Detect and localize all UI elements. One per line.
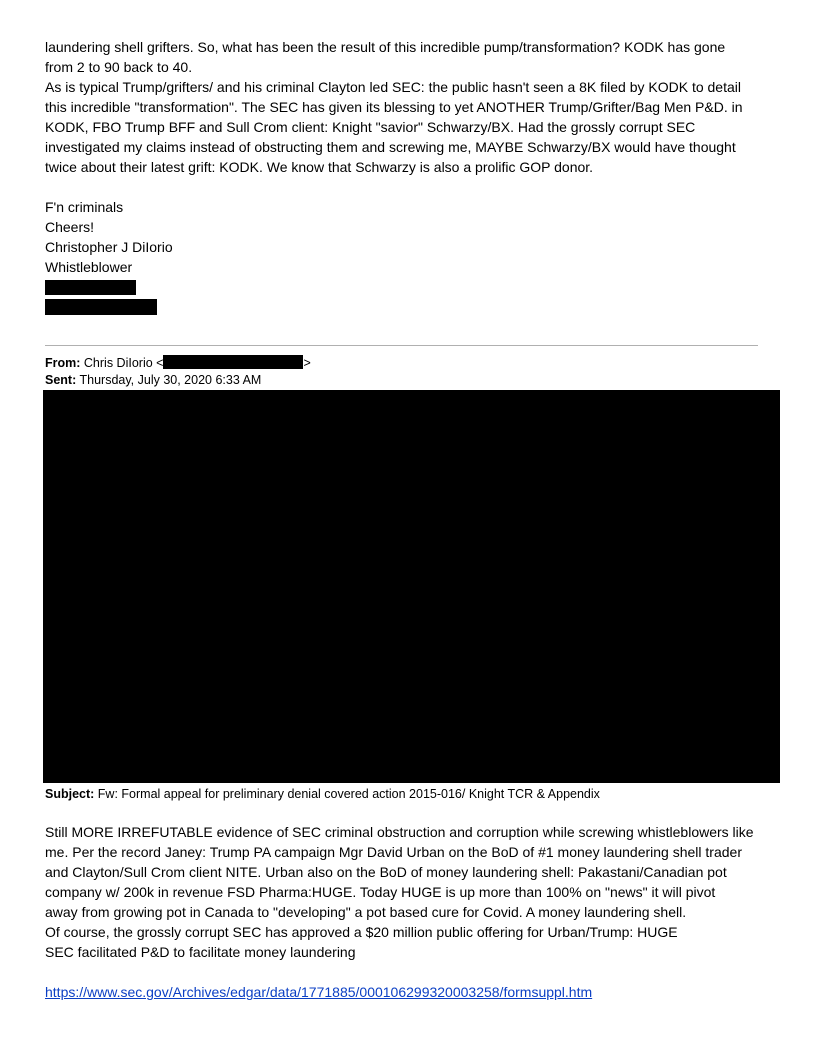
paragraph-line: and Clayton/Sull Crom client NITE. Urban also on the BoD of money laundering shell: Pakastani/Canadian pot: [45, 864, 727, 880]
subject-label: Subject:: [45, 787, 95, 801]
paragraph-line: this incredible "transformation". The SEC has given its blessing to yet ANOTHER Trump/Grifter/Bag Men P&D. in: [45, 99, 743, 115]
subject-line: [45, 786, 600, 803]
signature-line: F'n criminals: [45, 199, 124, 215]
paragraph-line: me. Per the record Janey: Trump PA campaign Mgr David Urban on the BoD of #1 money laundering shell trader: [45, 844, 742, 860]
redaction-box: [45, 280, 136, 295]
paragraph-line: Still MORE IRREFUTABLE evidence of SEC criminal obstruction and corruption while screwing whistleblowers like: [45, 824, 754, 840]
from-close: >: [303, 356, 311, 370]
paragraph-line: KODK, FBO Trump BFF and Sull Crom client: Knight "savior" Schwarzy/BX. Had the grossly corrupt SEC: [45, 119, 696, 135]
paragraph-line: laundering shell grifters. So, what has been the result of this incredible pump/transformation? KODK has gone: [45, 39, 726, 55]
paragraph-line: investigated my claims instead of obstructing them and screwing me, MAYBE Schwarzy/BX would have thought: [45, 139, 736, 155]
signature-title: Whistleblower: [45, 259, 133, 275]
paragraph-line: away from growing pot in Canada to "developing" a pot based cure for Covid. A money laundering shell.: [45, 904, 687, 920]
from-label: From:: [45, 356, 81, 370]
from-line: [45, 355, 311, 372]
sec-filing-link[interactable]: https://www.sec.gov/Archives/edgar/data/1771885/000106299320003258/formsuppl.htm: [45, 984, 593, 1000]
redaction-box: [45, 299, 157, 315]
sent-line: [45, 372, 261, 389]
redaction-block: [43, 390, 780, 783]
paragraph-line: company w/ 200k in revenue FSD Pharma:HUGE. Today HUGE is up more than 100% on "news" it will pivot: [45, 884, 716, 900]
divider: [45, 345, 758, 346]
subject-value: Fw: Formal appeal for preliminary denial covered action 2015-016/ Knight TCR & Appendix: [97, 787, 600, 801]
paragraph-line: from 2 to 90 back to 40.: [45, 59, 193, 75]
paragraph-line: Of course, the grossly corrupt SEC has approved a $20 million public offering for Urban/Trump: HUGE: [45, 924, 678, 940]
email-redaction: [163, 355, 303, 369]
sent-label: Sent:: [45, 373, 77, 387]
from-name: Chris DiIorio <: [83, 356, 164, 370]
paragraph-line: As is typical Trump/grifters/ and his criminal Clayton led SEC: the public hasn't seen a 8K filed by KODK to detail: [45, 79, 741, 95]
sent-value: Thursday, July 30, 2020 6:33 AM: [79, 373, 262, 387]
paragraph-line: twice about their latest grift: KODK. We know that Schwarzy is also a prolific GOP donor.: [45, 159, 594, 175]
signature-line: Cheers!: [45, 219, 95, 235]
signature-name: Christopher J DiIorio: [45, 239, 173, 255]
paragraph-line: SEC facilitated P&D to facilitate money laundering: [45, 944, 356, 960]
